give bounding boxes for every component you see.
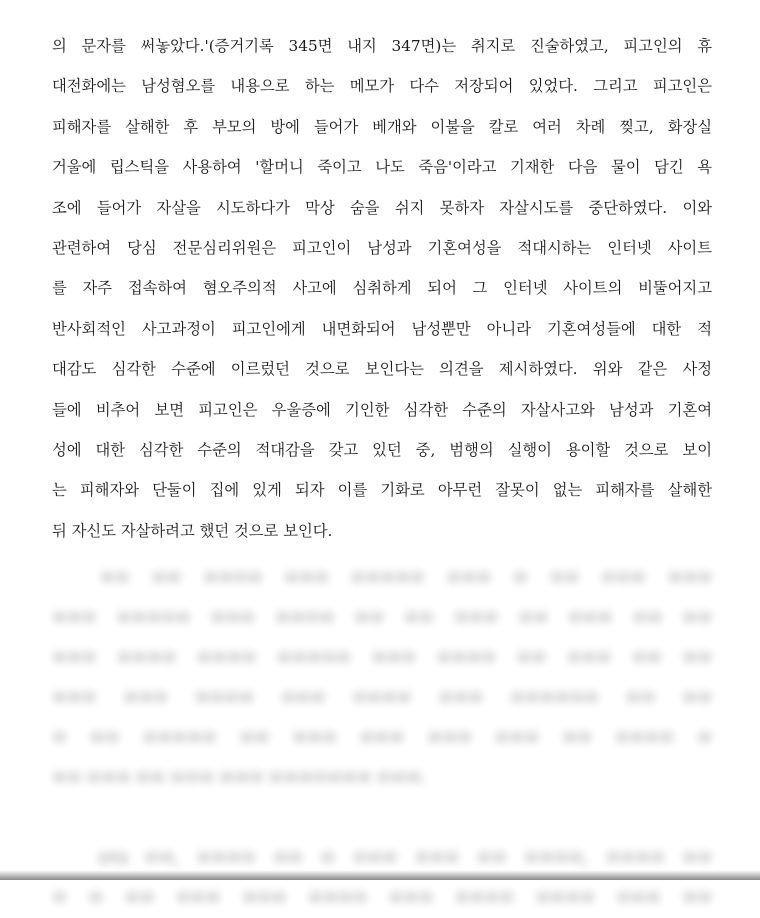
text-line: 성에 대한 심각한 수준의 적대감을 갖고 있던 중, 범행의 실행이 용이할 것으로 보이 <box>52 440 712 459</box>
text-line: 피해자를 살해한 후 부모의 방에 들어가 베개와 이불을 칼로 여러 차례 찢고, 화장실 <box>52 117 712 136</box>
blurred-text-region <box>0 548 760 907</box>
page-bottom-shadow <box>0 870 760 880</box>
blurred-line: ㅁㅁㅁ ㅁㅁㅁㅁ ㅁㅁㅁㅁ ㅁㅁㅁㅁㅁ ㅁㅁㅁ ㅁㅁㅁㅁ ㅁㅁ ㅁㅁㅁ ㅁㅁ ㅁㅁ <box>52 649 712 667</box>
document-body <box>52 26 712 551</box>
text-line: 들에 비추어 보면 피고인은 우울증에 기인한 심각한 수준의 자살사고와 남성과 기혼여 <box>52 400 712 419</box>
text-line: 조에 들어가 자살을 시도하다가 막상 숨을 쉬지 못하자 자살시도를 중단하였다. 이와 <box>52 198 712 217</box>
blurred-paragraphs <box>52 558 712 918</box>
blurred-line: ㅁㅁㅁ ㅁㅁㅁㅁㅁ ㅁㅁㅁ ㅁㅁㅁㅁ ㅁㅁ ㅁㅁ ㅁㅁㅁ ㅁㅁ ㅁㅁㅁ ㅁㅁ ㅁㅁ <box>52 609 712 627</box>
text-line: 대감도 심각한 수준에 이르렀던 것으로 보인다는 의견을 제시하였다. 위와 같은 사정 <box>52 360 712 379</box>
text-line: 뒤 자신도 자살하려고 했던 것으로 보인다. <box>52 521 333 540</box>
text-line: 는 피해자와 단둘이 집에 있게 되자 이를 기화로 아무런 잘못이 없는 피해자를 살해한 <box>52 481 712 500</box>
blurred-paragraph-gap <box>52 798 712 838</box>
text-line: 거울에 립스틱을 사용하여 '할머니 죽이고 나도 죽음'이라고 기재한 다음 물이 담긴 욕 <box>52 158 712 177</box>
blurred-line: ㅁ ㅁㅁ ㅁㅁㅁㅁㅁ ㅁㅁ ㅁㅁㅁ ㅁㅁㅁ ㅁㅁㅁ ㅁㅁㅁ ㅁㅁ ㅁㅁㅁㅁ ㅁ <box>52 729 712 747</box>
text-line: 의 문자를 써놓았다.'(증거기록 345면 내지 347면)는 취지로 진술하였고, 피고인의 휴 <box>52 37 712 55</box>
blurred-line: (ㅁ) ㅁㅁ, ㅁㅁㅁㅁ ㅁㅁ ㅁ ㅁㅁㅁ ㅁㅁㅁ ㅁㅁ ㅁㅁㅁㅁ, ㅁㅁㅁㅁ ㅁㅁ <box>100 849 712 867</box>
text-line: 를 자주 접속하여 혐오주의적 사고에 심취하게 되어 그 인터넷 사이트의 비뚤어지고 <box>52 279 712 298</box>
blurred-line: ㅁㅁ ㅁㅁㅁ ㅁㅁ ㅁㅁㅁ ㅁㅁㅁ ㅁㅁㅁㅁㅁㅁㅁ ㅁㅁㅁ. <box>52 769 426 787</box>
text-line: 대전화에는 남성혐오를 내용으로 하는 메모가 다수 저장되어 있었다. 그리고 피고인은 <box>52 77 712 96</box>
blurred-line: ㅁㅁ ㅁㅁ ㅁㅁㅁㅁ ㅁㅁㅁ ㅁㅁㅁㅁㅁ ㅁㅁㅁ ㅁ ㅁㅁ ㅁㅁㅁ ㅁㅁㅁ <box>100 569 712 587</box>
blurred-line: ㅁ ㅁ ㅁㅁ ㅁㅁㅁ ㅁㅁㅁ ㅁㅁㅁㅁ ㅁㅁㅁ ㅁㅁㅁㅁ ㅁㅁㅁㅁ ㅁㅁㅁ ㅁㅁ <box>52 889 712 907</box>
blurred-line: ㅁㅁㅁ ㅁㅁㅁ ㅁㅁㅁㅁ ㅁㅁㅁ ㅁㅁㅁㅁ ㅁㅁㅁ ㅁㅁㅁㅁㅁㅁ ㅁㅁ ㅁㅁ <box>52 689 712 707</box>
text-line: 관련하여 당심 전문심리위원은 피고인이 남성과 기혼여성을 적대시하는 인터넷 사이트 <box>52 238 712 257</box>
text-line: 반사회적인 사고과정이 피고인에게 내면화되어 남성뿐만 아니라 기혼여성들에 대한 적 <box>52 319 712 338</box>
